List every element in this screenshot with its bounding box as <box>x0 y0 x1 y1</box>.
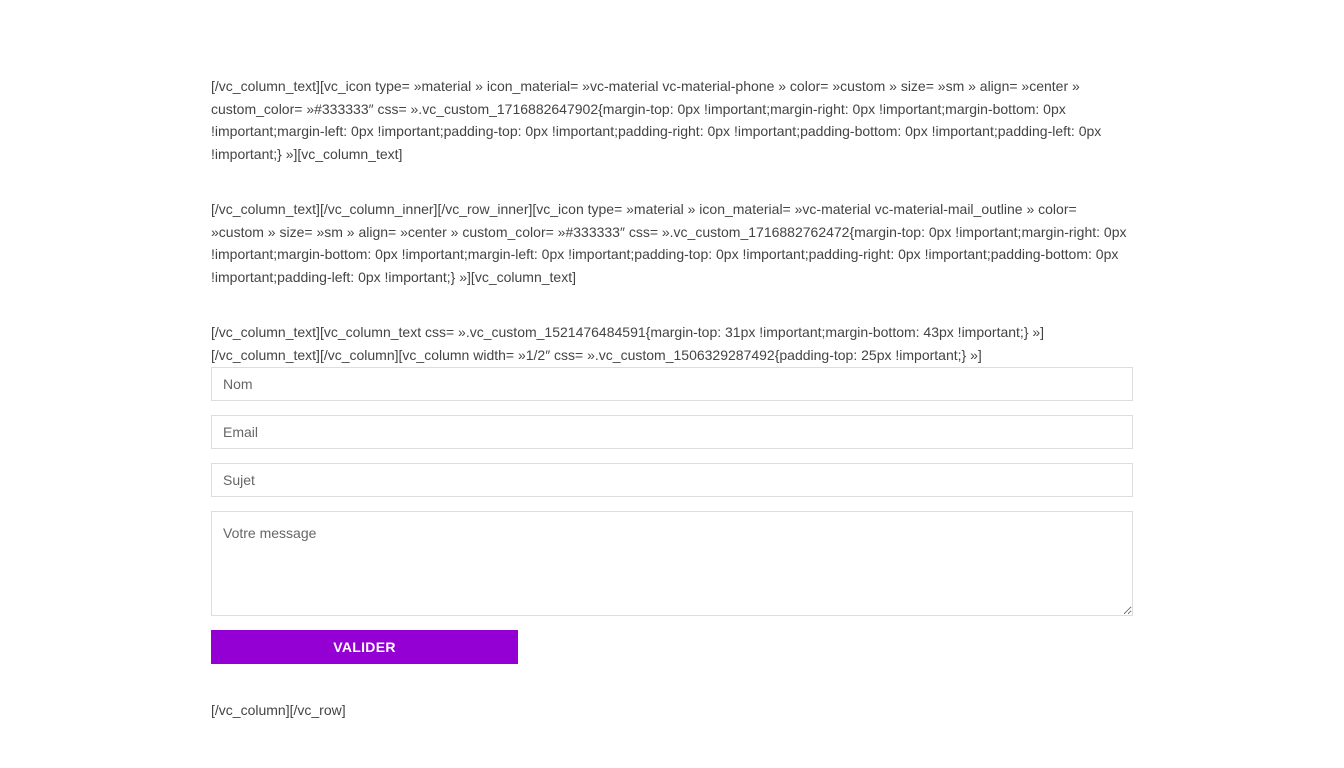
contact-form <box>211 367 1133 664</box>
email-input[interactable] <box>211 415 1133 449</box>
submit-button[interactable]: VALIDER <box>211 630 518 664</box>
shortcode-closing-text: [/vc_column][/vc_row] <box>211 702 346 718</box>
shortcode-text-column: [/vc_column_text][vc_column_text css= ».vc_custom_1521476484591{margin-top: 31px !important;margin-bottom: 43px !important;} »][/vc_column_text][/vc_column][vc_column width= »1/2″ css= ».vc_custom_1506329287492{padding-top: 25px !important;} »] <box>211 324 1045 363</box>
shortcode-text-phone: [/vc_column_text][vc_icon type= »material » icon_material= »vc-material vc-material-phone » color= »custom » size= »sm » align= »center » custom_color= »#333333″ css= ».vc_custom_1716882647902{margin-top: 0px !important;margin-right: 0px !important;margin-bottom: 0px !important;margin-left: 0px !important;padding-top: 0px !important;padding-right: 0px !important;padding-bottom: 0px !important;padding-left: 0px !important;} »][vc_column_text] <box>211 78 1102 162</box>
subject-input[interactable] <box>211 463 1133 497</box>
message-textarea[interactable] <box>211 511 1133 616</box>
name-input[interactable] <box>211 367 1133 401</box>
page-content <box>211 75 1133 722</box>
shortcode-text-mail: [/vc_column_text][/vc_column_inner][/vc_row_inner][vc_icon type= »material » icon_material= »vc-material vc-material-mail_outline » color= »custom » size= »sm » align= »center » custom_color= »#333333″ css= ».vc_custom_1716882762472{margin-top: 0px !important;margin-right: 0px !important;margin-bottom: 0px !important;margin-left: 0px !important;padding-top: 0px !important;padding-right: 0px !important;padding-bottom: 0px !important;padding-left: 0px !important;} »][vc_column_text] <box>211 201 1127 285</box>
